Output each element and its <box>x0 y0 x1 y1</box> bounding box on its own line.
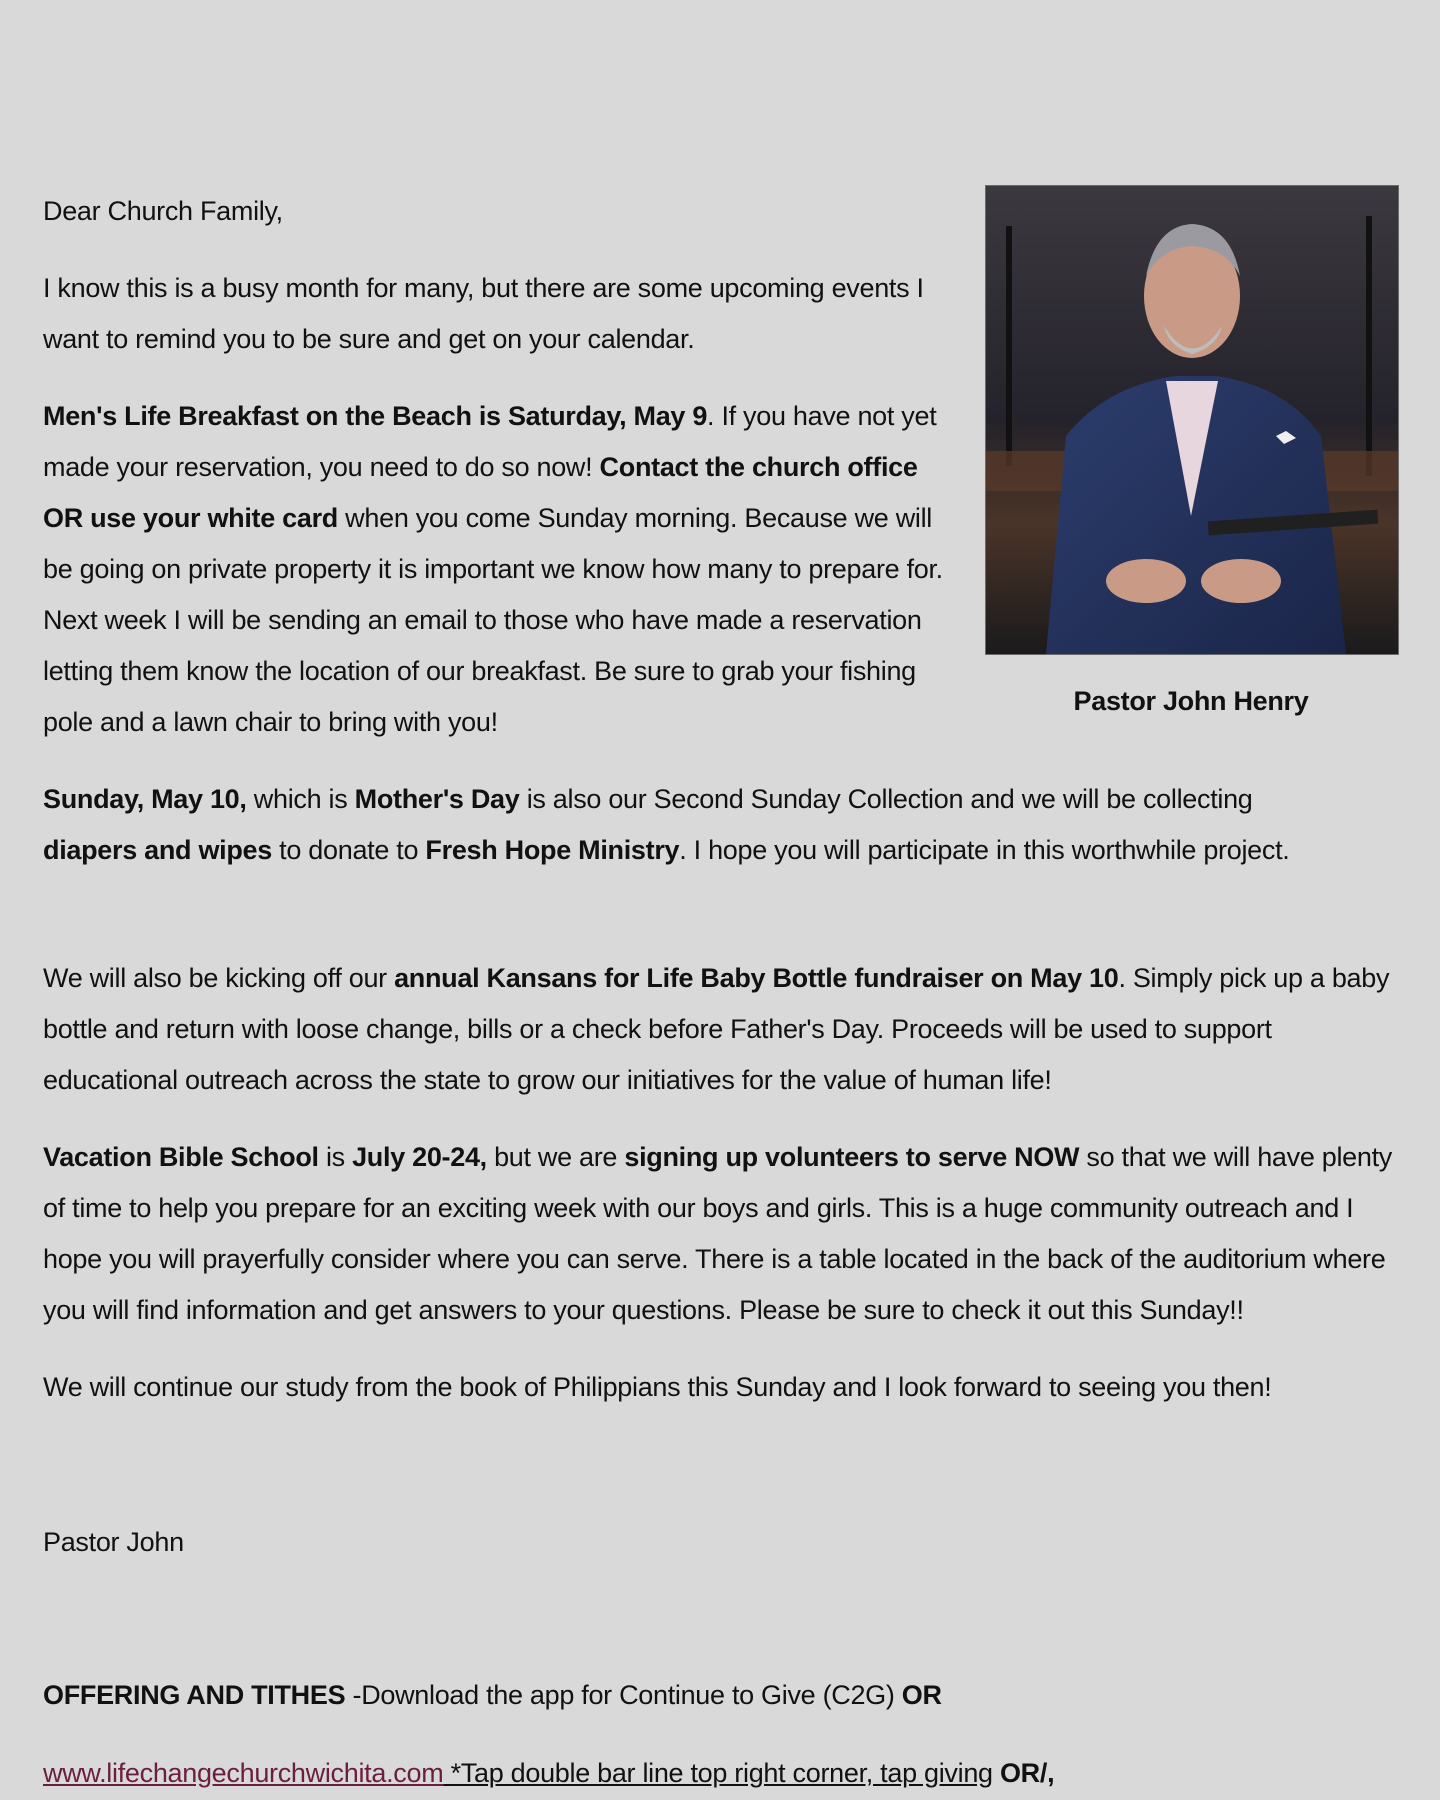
offering-or: OR <box>901 1680 942 1710</box>
fundraiser-text-1: We will also be kicking off our <box>43 963 395 993</box>
signature: Pastor John <box>43 1527 184 1557</box>
mothers-day-label: Mother's Day <box>354 784 520 814</box>
breakfast-event-title: Men's Life Breakfast on the Beach is Saturday, May 9 <box>43 401 708 431</box>
breakfast-paragraph <box>43 391 943 748</box>
mothers-day-text-2: is also our Second Sunday Collection and we will be collecting <box>519 784 1253 814</box>
vbs-text-2: but we are <box>486 1142 625 1172</box>
breakfast-text-2: when you come Sunday morning. Because we will be going on private property it is important we know how many to prepare for. Next week I will be sending an email to those who have made a reservation letting them know the location of our breakfast. Be sure to grab your fishing pole and a lawn chair to bring with you! <box>43 503 943 737</box>
offering-title: OFFERING AND TITHES <box>43 1680 346 1710</box>
fundraiser-text-2: . Simply pick up a baby bottle and return with loose change, bills or a check before Father's Day. Proceeds will be used to support educational outreach across the state to grow our initiatives for the value of human life! <box>43 963 1390 1095</box>
mothers-day-text-4: . I hope you will participate in this worthwhile project. <box>679 835 1290 865</box>
vbs-text-3: so that we will have plenty of time to help you prepare for an exciting week with our boys and girls. This is a huge community outreach and I hope you will prayerfully consider where you can serve. There is a table located in the back of the auditorium where you will find information and get answers to your questions. Please be sure to check it out this Sunday!! <box>43 1142 1393 1325</box>
mothers-day-text-1: which is <box>246 784 355 814</box>
vbs-text-1: is <box>318 1142 353 1172</box>
intro-paragraph: I know this is a busy month for many, but there are some upcoming events I want to remind you to be sure and get on your calendar. <box>43 273 924 354</box>
giving-line <box>43 1748 1413 1799</box>
greeting: Dear Church Family, <box>43 196 283 226</box>
offering-text-1: -Download the app for Continue to Give (C2G) <box>345 1680 902 1710</box>
mothers-day-date: Sunday, May 10, <box>43 784 247 814</box>
offering-line <box>43 1670 1413 1721</box>
fresh-hope-ministry: Fresh Hope Ministry <box>425 835 680 865</box>
vbs-paragraph <box>43 1132 1413 1336</box>
breakfast-contact: Contact the church office OR use your white card <box>43 452 918 533</box>
fundraiser-title: annual Kansans for Life Baby Bottle fundraiser on May 10 <box>394 963 1119 993</box>
giving-or: OR/, <box>992 1758 1055 1788</box>
fundraiser-paragraph <box>43 953 1413 1106</box>
closing-paragraph: We will continue our study from the book of Philippians this Sunday and I look forward to seeing you then! <box>43 1372 1272 1402</box>
giving-instructions: *Tap double bar line top right corner, tap giving <box>443 1758 993 1788</box>
vbs-dates: July 20-24, <box>352 1142 487 1172</box>
mothers-day-text-3: to donate to <box>271 835 426 865</box>
vbs-volunteers: signing up volunteers to serve NOW <box>624 1142 1080 1172</box>
breakfast-text-1: . If you have not yet made your reservation, you need to do so now! <box>43 401 937 482</box>
photo-caption: Pastor John Henry <box>1073 686 1309 716</box>
vbs-title: Vacation Bible School <box>43 1142 319 1172</box>
pastor-photo-illustration <box>986 186 1398 654</box>
mothers-day-paragraph <box>43 774 1343 876</box>
pastor-photo <box>985 185 1399 655</box>
diapers-wipes: diapers and wipes <box>43 835 272 865</box>
church-website-link[interactable]: www.lifechangechurchwichita.com <box>43 1758 444 1788</box>
